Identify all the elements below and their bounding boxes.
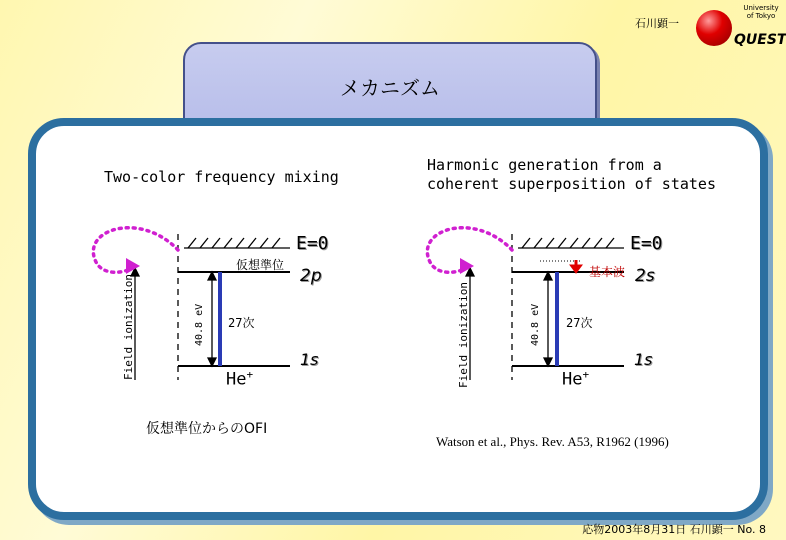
left-gap-label: 40.8 eV <box>194 303 205 346</box>
right-2s-label: 2s <box>635 266 655 286</box>
right-heading <box>427 156 716 194</box>
right-1s-label: 1s <box>634 350 653 369</box>
footer: 応物2003年8月31日 石川顕一 No. 8 <box>582 523 766 536</box>
left-charge: + <box>246 368 254 381</box>
right-heading-line2: coherent superposition of states <box>427 175 716 193</box>
left-caption: 仮想準位からのOFI <box>146 421 268 437</box>
right-species-label <box>562 368 589 390</box>
right-gap-arrow <box>544 272 552 366</box>
left-species-label <box>226 368 253 390</box>
right-harmonic-bar <box>555 272 559 366</box>
left-e0-label: E=0 <box>296 233 329 254</box>
left-field-ionization-label: Field ionization <box>122 274 135 380</box>
right-harmonic-label: 27次 <box>566 316 593 330</box>
right-fundamental-label: 基本波 <box>589 265 626 279</box>
left-continuum-hatch <box>184 238 290 248</box>
left-harmonic-bar <box>218 272 222 366</box>
right-charge: + <box>582 368 590 381</box>
left-2p-label: 2p <box>300 266 322 286</box>
left-gap-arrow <box>208 272 216 366</box>
right-field-ionization-label: Field ionization <box>457 282 470 388</box>
right-heading-line1: Harmonic generation from a <box>427 156 662 174</box>
right-gap-label: 40.8 eV <box>530 303 541 346</box>
page-title: メカニズム <box>340 76 440 100</box>
logo-university-line2: of Tokyo <box>746 12 776 20</box>
left-1s-label: 1s <box>300 350 319 369</box>
logo-university-line1: University <box>743 4 779 12</box>
left-species: He <box>226 369 247 390</box>
author-name: 石川顕一 <box>635 17 679 30</box>
right-species: He <box>562 369 583 390</box>
left-heading: Two-color frequency mixing <box>104 168 339 186</box>
reference-citation: Watson et al., Phys. Rev. A53, R1962 (1996) <box>436 434 669 449</box>
left-virtual-level-label: 仮想準位 <box>236 258 285 272</box>
logo-quest-text: QUEST <box>734 32 786 48</box>
right-continuum-hatch <box>518 238 624 248</box>
left-harmonic-label: 27次 <box>228 316 255 330</box>
right-e0-label: E=0 <box>630 233 663 254</box>
